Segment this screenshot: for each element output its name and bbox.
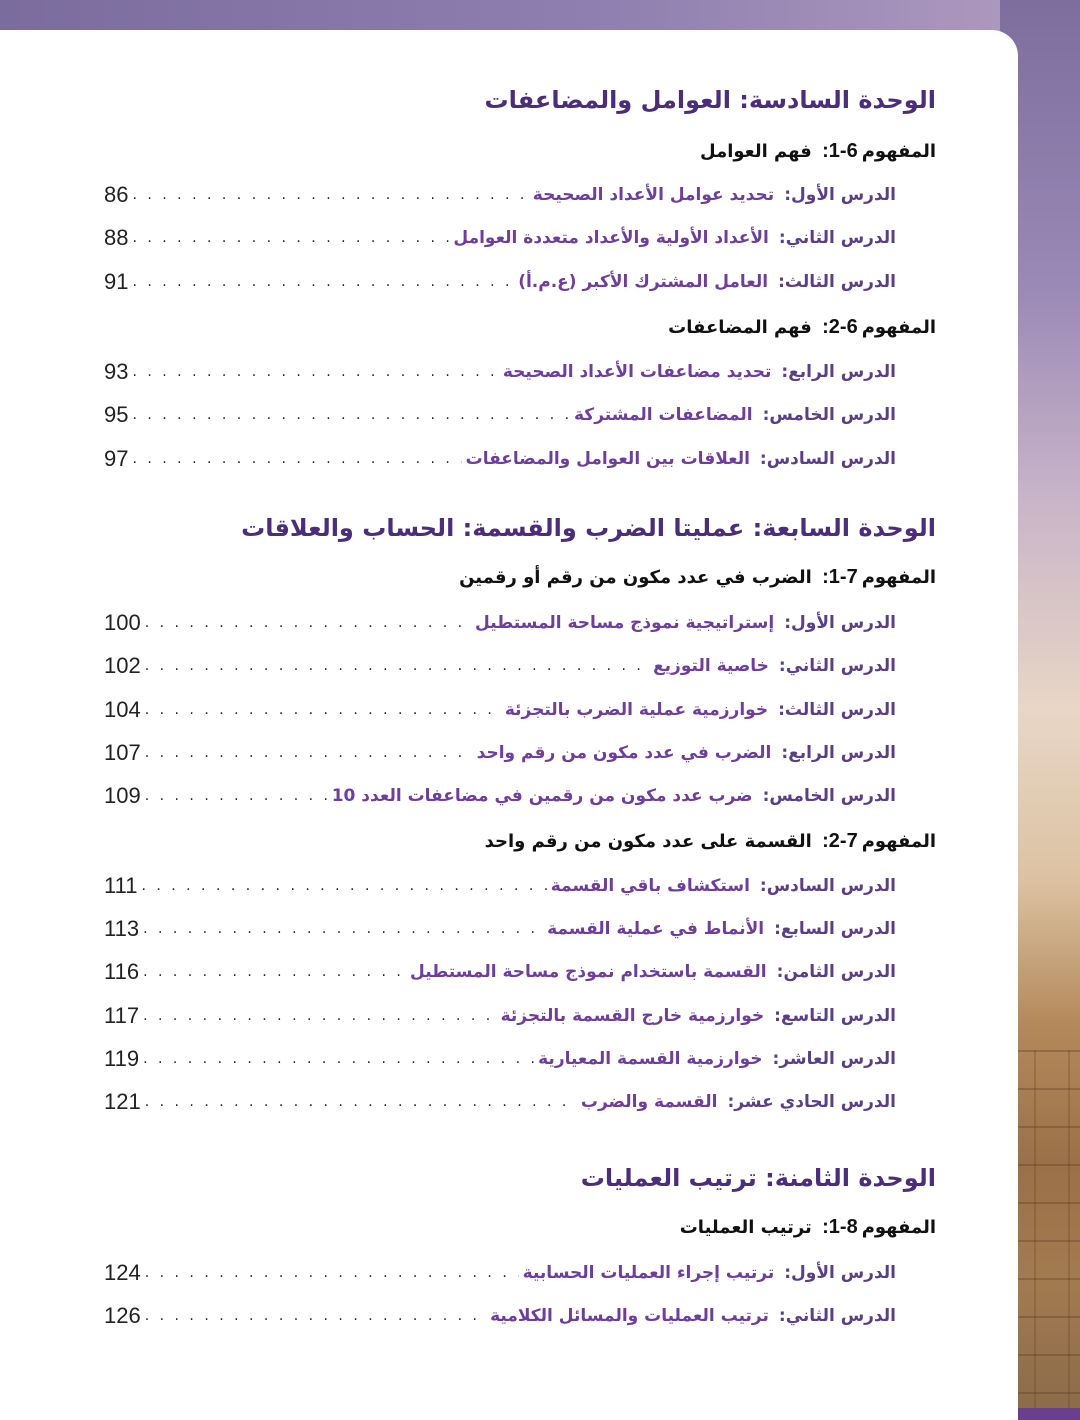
lesson-label: الدرس الخامس: (762, 405, 896, 425)
lesson-title: تحديد عوامل الأعداد الصحيحة (532, 185, 775, 205)
dot-leader (143, 1051, 534, 1067)
page-number: 119 (104, 1046, 140, 1071)
toc-entry[interactable] (104, 871, 896, 901)
toc-entry[interactable] (104, 1087, 896, 1117)
page-number: 126 (104, 1303, 141, 1328)
concept-label: المفهوم (861, 831, 936, 852)
concept-title: فهم المضاعفات (668, 317, 812, 338)
page-number: 104 (104, 697, 141, 722)
dot-leader (145, 615, 471, 631)
page-number: 107 (104, 740, 141, 765)
lesson-title: الأنماط في عملية القسمة (547, 919, 765, 939)
lesson-title: إستراتيجية نموذج مساحة المستطيل (475, 613, 775, 633)
lesson-title: الأعداد الأولية والأعداد متعددة العوامل (453, 228, 769, 248)
page-number: 95 (104, 402, 129, 427)
lesson-label: الدرس السادس: (759, 449, 896, 469)
toc-entry[interactable] (104, 1301, 896, 1331)
lesson-title: ترتيب العمليات والمسائل الكلامية (490, 1306, 769, 1326)
lesson-title: خوارزمية خارج القسمة بالتجزئة (500, 1006, 765, 1026)
lesson-title: ترتيب إجراء العمليات الحسابية (522, 1263, 775, 1283)
lesson-label: الدرس التاسع: (774, 1006, 896, 1026)
dot-leader (143, 964, 406, 980)
page-number: 117 (104, 1003, 140, 1028)
dot-leader (132, 230, 449, 246)
lesson-title: خوارزمية عملية الضرب بالتجزئة (504, 700, 769, 720)
dot-leader (145, 745, 473, 761)
lesson-label: الدرس الثاني: (778, 656, 896, 676)
toc-entry[interactable] (104, 957, 896, 987)
dot-leader (145, 702, 501, 718)
toc-entry[interactable] (104, 1258, 896, 1288)
toc-entry[interactable] (104, 695, 896, 725)
unit-8-title (581, 1164, 936, 1192)
lesson-title: الضرب في عدد مكون من رقم واحد (476, 743, 772, 763)
unit-label: الوحدة السادسة: (739, 86, 936, 114)
toc-entry[interactable] (104, 651, 896, 681)
dot-leader (141, 878, 546, 894)
dot-leader (145, 1265, 519, 1281)
page-number: 109 (104, 783, 141, 808)
concept-number: 6-2: (822, 316, 858, 338)
toc-entry[interactable] (104, 357, 896, 387)
lesson-label: الدرس الثاني: (778, 228, 896, 248)
page-number: 97 (104, 446, 129, 471)
concept-label: المفهوم (861, 567, 936, 588)
page-number: 111 (104, 873, 138, 898)
concept-title: القسمة على عدد مكون من رقم واحد (484, 831, 812, 852)
page-number: 86 (104, 182, 129, 207)
decorative-bar (1010, 1408, 1080, 1420)
lesson-title: ضرب عدد مكون من رقمين في مضاعفات العدد 10 (331, 786, 753, 806)
page-number: 113 (104, 916, 140, 941)
dot-leader (145, 1094, 577, 1110)
lesson-label: الدرس العاشر: (772, 1049, 896, 1069)
lesson-title: العامل المشترك الأكبر (ع.م.أ) (518, 272, 769, 292)
toc-entry[interactable] (104, 180, 896, 210)
dot-leader (132, 274, 514, 290)
concept-label: المفهوم (861, 141, 936, 162)
dot-leader (132, 451, 461, 467)
concept-label: المفهوم (861, 317, 936, 338)
concept-title: الضرب في عدد مكون من رقم أو رقمين (459, 567, 812, 588)
toc-entry[interactable] (104, 267, 896, 297)
toc-entry[interactable] (104, 914, 896, 944)
lesson-label: الدرس السادس: (759, 876, 896, 896)
unit-7-title (241, 514, 936, 542)
lesson-label: الدرس الثاني: (778, 1306, 896, 1326)
page-number: 102 (104, 653, 141, 678)
concept-number: 7-2: (822, 830, 858, 852)
page-number: 91 (104, 269, 129, 294)
toc-entry[interactable] (104, 400, 896, 430)
concept-label: المفهوم (861, 1217, 936, 1238)
unit-6-title (485, 86, 936, 114)
page-number: 116 (104, 959, 140, 984)
concept-title: ترتيب العمليات (679, 1217, 812, 1238)
lesson-title: خوارزمية القسمة المعيارية (538, 1049, 763, 1069)
dot-leader (143, 921, 543, 937)
lesson-label: الدرس الأول: (784, 1263, 896, 1283)
page-number: 121 (104, 1089, 141, 1114)
concept-number: 6-1: (822, 140, 858, 162)
unit-label: الوحدة السابعة: (752, 514, 936, 542)
dot-leader (132, 187, 528, 203)
dot-leader (145, 658, 649, 674)
lesson-label: الدرس الأول: (784, 185, 896, 205)
lesson-title: القسمة باستخدام نموذج مساحة المستطيل (410, 962, 767, 982)
unit-name: عمليتا الضرب والقسمة: الحساب والعلاقات (241, 514, 745, 542)
lesson-title: تحديد مضاعفات الأعداد الصحيحة (502, 362, 772, 382)
table-of-contents-page (0, 30, 1018, 1420)
lesson-label: الدرس الرابع: (781, 743, 896, 763)
page-number: 93 (104, 359, 129, 384)
lesson-label: الدرس الرابع: (781, 362, 896, 382)
dot-leader (132, 364, 498, 380)
concept-number: 7-1: (822, 566, 858, 588)
concept-7-2 (485, 830, 936, 853)
lesson-label: الدرس الأول: (784, 613, 896, 633)
dot-leader (143, 1008, 496, 1024)
dot-leader (145, 1308, 486, 1324)
concept-8-1 (680, 1216, 936, 1239)
page-number: 100 (104, 610, 141, 635)
lesson-label: الدرس الثالث: (778, 272, 896, 292)
lesson-title: استكشاف باقي القسمة (550, 876, 750, 896)
lesson-label: الدرس الحادي عشر: (727, 1092, 896, 1112)
toc-entry[interactable] (104, 444, 896, 474)
toc-entry[interactable] (104, 738, 896, 768)
lesson-label: الدرس الخامس: (762, 786, 896, 806)
concept-number: 8-1: (822, 1216, 858, 1238)
lesson-title: خاصية التوزيع (653, 656, 769, 676)
lesson-title: القسمة والضرب (580, 1092, 718, 1112)
lesson-label: الدرس الثالث: (778, 700, 896, 720)
lesson-label: الدرس الثامن: (776, 962, 896, 982)
concept-6-1 (700, 140, 936, 163)
dot-leader (145, 788, 328, 804)
toc-entry[interactable] (104, 1001, 896, 1031)
dot-leader (132, 407, 570, 423)
concept-6-2 (668, 316, 936, 339)
toc-entry[interactable] (104, 223, 896, 253)
concept-7-1 (459, 566, 936, 589)
lesson-title: العلاقات بين العوامل والمضاعفات (465, 449, 750, 469)
toc-entry[interactable] (104, 608, 896, 638)
page-number: 88 (104, 225, 129, 250)
toc-entry[interactable] (104, 1044, 896, 1074)
toc-entry[interactable] (104, 781, 896, 811)
unit-name: العوامل والمضاعفات (484, 86, 731, 114)
page-number: 124 (104, 1260, 141, 1285)
concept-title: فهم العوامل (700, 141, 812, 162)
unit-label: الوحدة الثامنة: (765, 1164, 936, 1192)
lesson-label: الدرس السابع: (774, 919, 896, 939)
unit-name: ترتيب العمليات (580, 1164, 757, 1192)
lesson-title: المضاعفات المشتركة (574, 405, 753, 425)
